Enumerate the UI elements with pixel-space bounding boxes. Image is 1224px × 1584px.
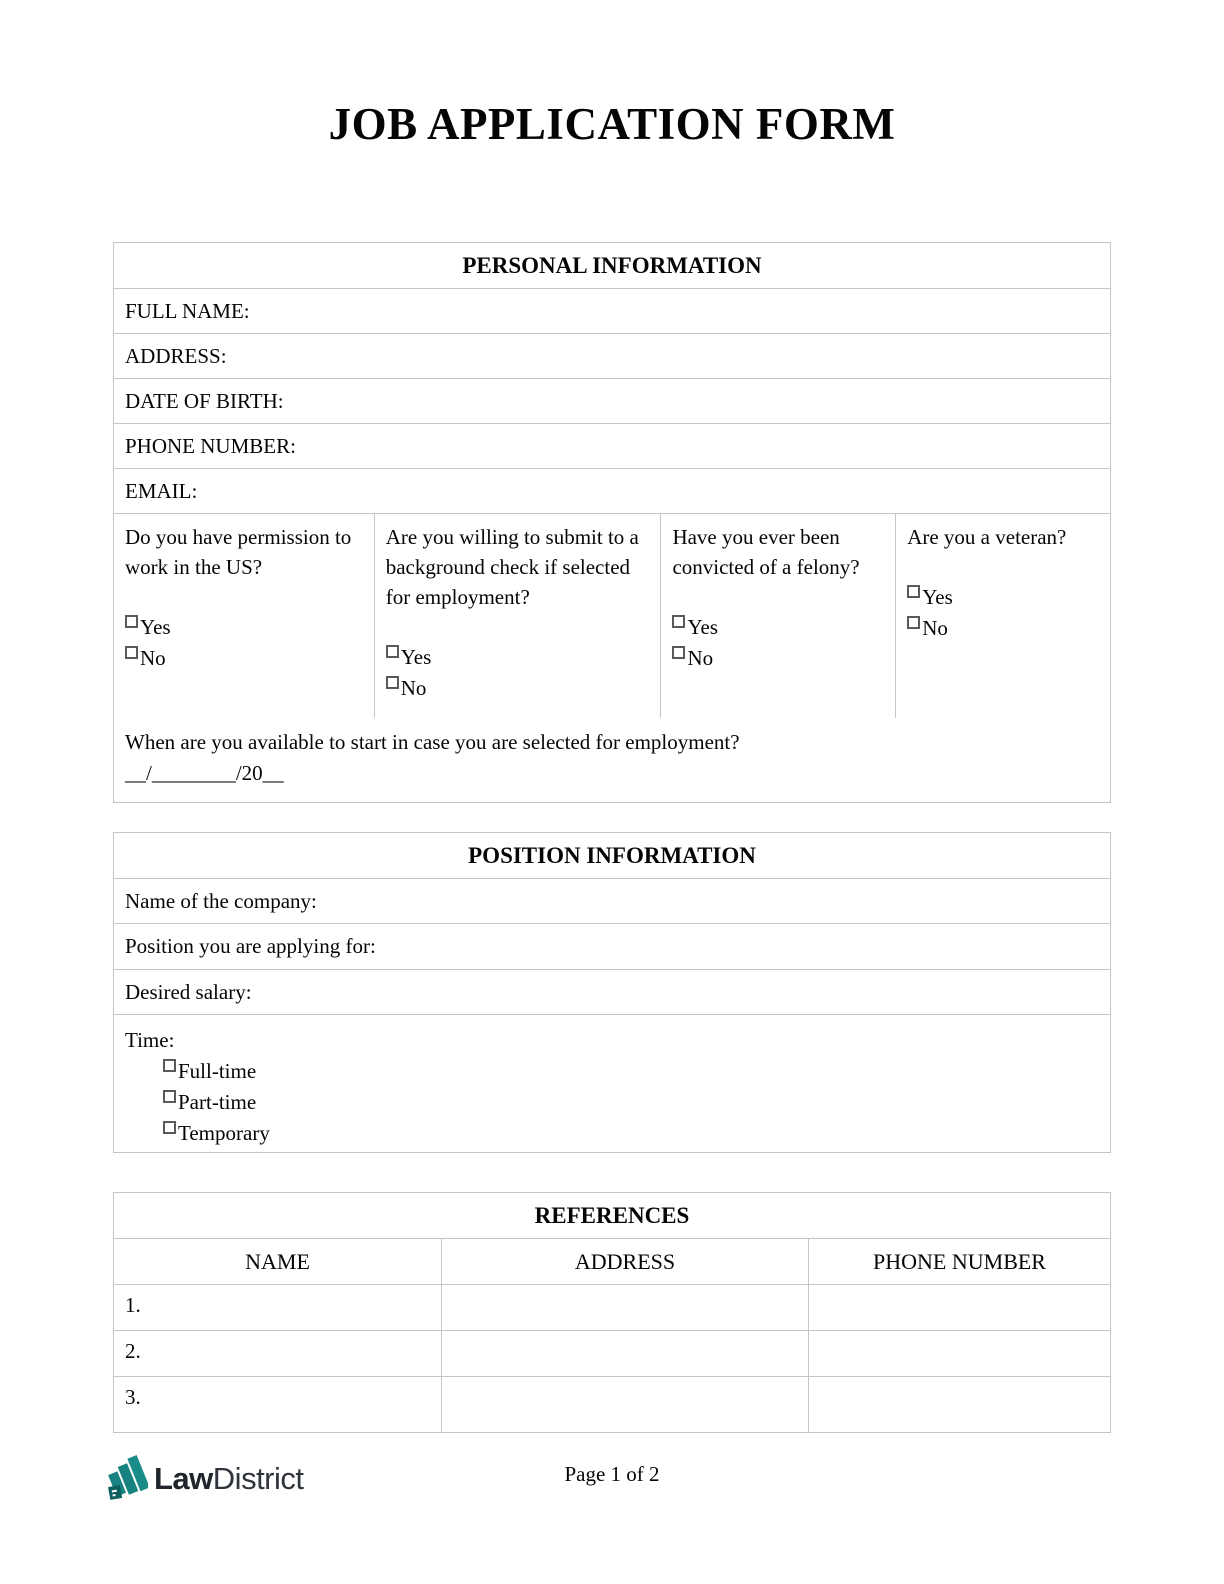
email-input-area[interactable] bbox=[197, 469, 1110, 513]
row-number: 1. bbox=[125, 1293, 141, 1317]
work-permission-no-checkbox[interactable] bbox=[125, 646, 138, 659]
question-text: Are you willing to submit to a background check if selected for employment? bbox=[385, 525, 639, 609]
option-label: Full-time bbox=[178, 1059, 257, 1083]
reference-1-phone-cell[interactable] bbox=[808, 1285, 1110, 1330]
column-header-name: NAME bbox=[245, 1248, 310, 1274]
reference-2-address-cell[interactable] bbox=[441, 1331, 808, 1376]
position-information-header: POSITION INFORMATION bbox=[468, 842, 756, 868]
date-of-birth-label: DATE OF BIRTH: bbox=[125, 388, 284, 413]
row-address bbox=[114, 333, 1110, 378]
option-part-time bbox=[163, 1087, 1098, 1118]
felony-no-checkbox[interactable] bbox=[672, 646, 685, 659]
background-check-no-checkbox[interactable] bbox=[386, 676, 399, 689]
option-label: No bbox=[922, 616, 948, 640]
question-background-check bbox=[374, 514, 661, 718]
question-text: Do you have permission to work in the US? bbox=[125, 525, 352, 579]
option-label: Part-time bbox=[178, 1090, 257, 1114]
time-label: Time: bbox=[125, 1028, 175, 1052]
reference-3-number bbox=[114, 1377, 441, 1432]
desired-salary-label: Desired salary: bbox=[125, 979, 252, 1004]
brand-law: Law bbox=[154, 1460, 213, 1496]
questions-row bbox=[114, 513, 1110, 718]
option-yes bbox=[125, 612, 364, 643]
page-number: Page 1 of 2 bbox=[564, 1462, 660, 1486]
option-full-time bbox=[163, 1056, 1098, 1087]
veteran-no-checkbox[interactable] bbox=[907, 616, 920, 629]
page-title: JOB APPLICATION FORM bbox=[328, 99, 896, 149]
work-permission-yes-checkbox[interactable] bbox=[125, 615, 138, 628]
reference-2-number bbox=[114, 1331, 441, 1376]
question-text: Are you a veteran? bbox=[907, 525, 1067, 549]
address-label: ADDRESS: bbox=[125, 343, 227, 368]
full-time-checkbox[interactable] bbox=[163, 1059, 176, 1072]
background-check-yes-checkbox[interactable] bbox=[386, 645, 399, 658]
option-label: No bbox=[400, 676, 427, 700]
reference-row-1 bbox=[114, 1284, 1110, 1330]
personal-information-header: PERSONAL INFORMATION bbox=[462, 252, 762, 278]
email-label: EMAIL: bbox=[125, 478, 198, 503]
felony-yes-checkbox[interactable] bbox=[672, 615, 685, 628]
option-no bbox=[907, 613, 1100, 644]
option-yes bbox=[386, 642, 651, 673]
full-name-label: FULL NAME: bbox=[125, 298, 250, 323]
full-name-input-area[interactable] bbox=[250, 289, 1110, 333]
personal-information-table bbox=[113, 242, 1111, 803]
position-applying-input-area[interactable] bbox=[376, 924, 1110, 969]
reference-1-number bbox=[114, 1285, 441, 1330]
question-veteran bbox=[895, 514, 1110, 718]
reference-row-2 bbox=[114, 1330, 1110, 1376]
reference-1-address-cell[interactable] bbox=[441, 1285, 808, 1330]
option-label: Temporary bbox=[178, 1121, 270, 1145]
availability-question: When are you available to start in case you are selected for employment? bbox=[125, 730, 740, 754]
reference-2-phone-cell[interactable] bbox=[808, 1331, 1110, 1376]
reference-3-phone-cell[interactable] bbox=[808, 1377, 1110, 1432]
option-no bbox=[672, 643, 885, 674]
position-information-table bbox=[113, 832, 1111, 1153]
option-label: Yes bbox=[687, 615, 718, 639]
position-applying-label: Position you are applying for: bbox=[125, 934, 376, 958]
row-number: 3. bbox=[125, 1385, 141, 1409]
option-label: Yes bbox=[140, 615, 171, 639]
row-number: 2. bbox=[125, 1339, 141, 1363]
reference-3-address-cell[interactable] bbox=[441, 1377, 808, 1432]
brand-district: District bbox=[212, 1460, 304, 1496]
option-label: No bbox=[140, 646, 166, 670]
option-no bbox=[386, 673, 651, 704]
column-header-phone-number: PHONE NUMBER bbox=[808, 1239, 1110, 1284]
option-label: No bbox=[687, 646, 714, 670]
row-company-name bbox=[114, 878, 1110, 923]
reference-row-3 bbox=[114, 1376, 1110, 1432]
question-text: Have you ever been convicted of a felony? bbox=[672, 525, 860, 579]
company-name-label: Name of the company: bbox=[125, 888, 317, 913]
temporary-checkbox[interactable] bbox=[163, 1121, 176, 1134]
references-table bbox=[113, 1192, 1111, 1433]
availability-row bbox=[114, 718, 1110, 802]
row-email bbox=[114, 468, 1110, 513]
row-date-of-birth bbox=[114, 378, 1110, 423]
veteran-yes-checkbox[interactable] bbox=[907, 585, 920, 598]
references-header: REFERENCES bbox=[534, 1202, 690, 1228]
phone-number-label: PHONE NUMBER: bbox=[125, 433, 296, 458]
question-felony bbox=[660, 514, 895, 718]
row-desired-salary bbox=[114, 969, 1110, 1014]
question-work-permission bbox=[114, 514, 374, 718]
date-of-birth-input-area[interactable] bbox=[284, 379, 1110, 423]
option-temporary bbox=[163, 1118, 1098, 1149]
availability-date-line[interactable]: __/________/20__ bbox=[125, 761, 284, 785]
option-label: Yes bbox=[400, 645, 432, 669]
option-no bbox=[125, 643, 364, 674]
desired-salary-input-area[interactable] bbox=[252, 970, 1110, 1014]
row-phone-number bbox=[114, 423, 1110, 468]
option-yes bbox=[672, 612, 885, 643]
option-yes bbox=[907, 582, 1100, 613]
row-position-applying bbox=[114, 923, 1110, 969]
references-column-headers bbox=[114, 1238, 1110, 1284]
part-time-checkbox[interactable] bbox=[163, 1090, 176, 1103]
option-label: Yes bbox=[922, 585, 953, 609]
column-header-address: ADDRESS bbox=[441, 1239, 808, 1284]
phone-number-input-area[interactable] bbox=[296, 424, 1110, 468]
row-time bbox=[114, 1014, 1110, 1152]
company-name-input-area[interactable] bbox=[317, 879, 1110, 923]
address-input-area[interactable] bbox=[227, 334, 1110, 378]
row-full-name bbox=[114, 288, 1110, 333]
